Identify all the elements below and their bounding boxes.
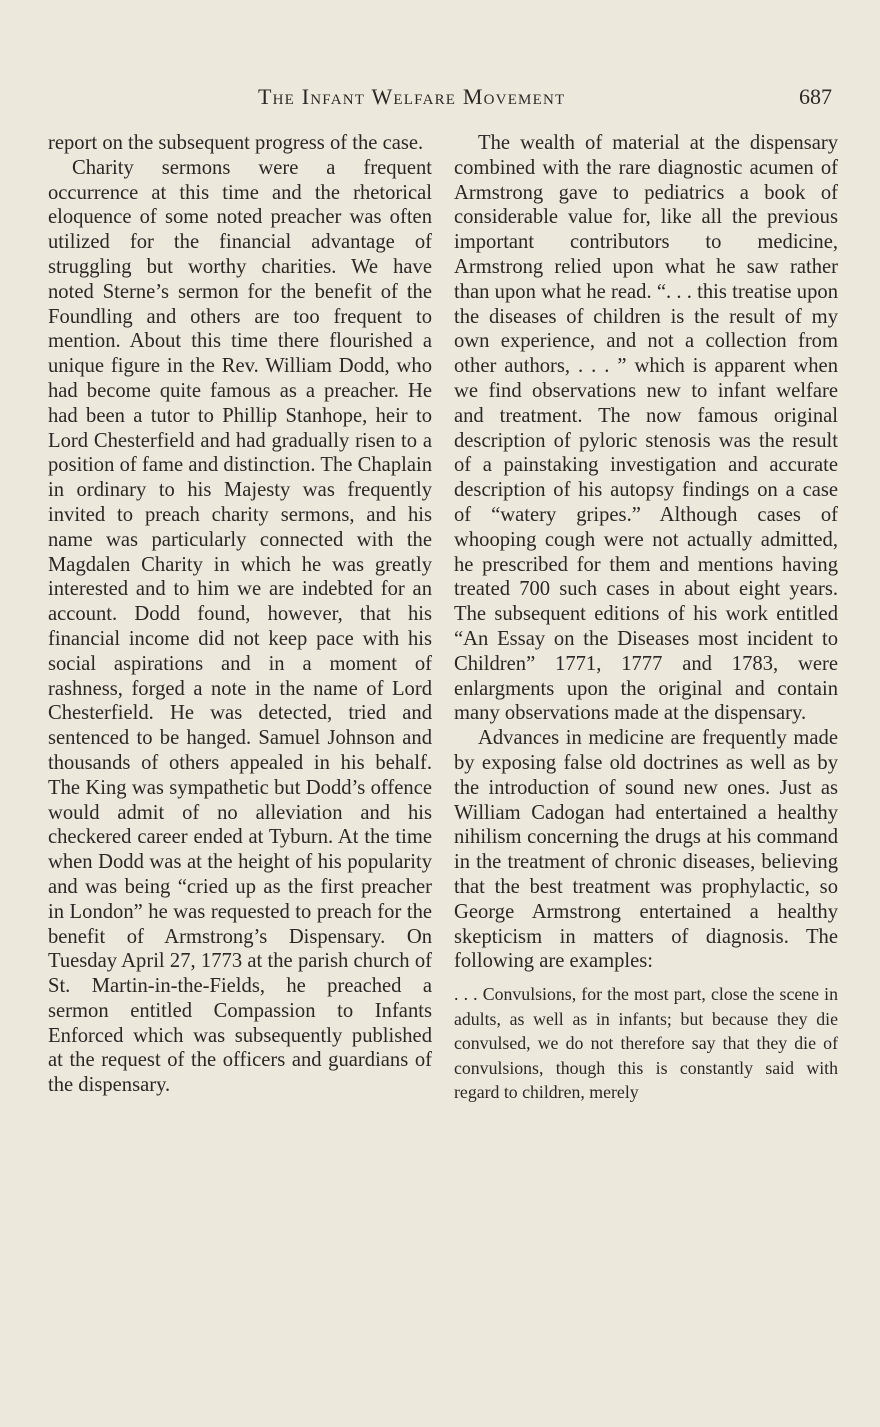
paragraph-advances-in-medicine: Advances in medicine are frequently made by exposing false old doctrines as well as by the introduction of sound new ones. Just as William Cadogan had entertained a healthy nihilism concerning the drugs at his command in the treatment of chronic diseases, believing that the best treatment was prophylactic, so George Armstrong entertained a healthy skepticism in matters of diagnosis. The following are examples: [454, 727, 838, 973]
paragraph-dispensary-material: The wealth of material at the dispensary combined with the rare diagnostic acumen of Armstrong gave to pediatrics a book of considerable value for, like all the previous important contributors to medicine, Armstrong relied upon what he saw rather than upon what he read. “. . . this treatise upon the diseases of children is the result of my own experience, and not a collection from other authors, . . . ” which is apparent when we find observations new to infant welfare and treatment. The now famous original description of pyloric stenosis was the result of a painstaking investigation and accurate description of his autopsy findings on a case of “watery gripes.” Although cases of whooping cough were not actually admitted, he prescribed for them and mentions having treated 700 such cases in about eight years. The subsequent editions of his work entitled “An Essay on the Diseases most incident to Children” 1771, 1777 and 1783, were enlargments upon the original and contain many observations made at the dispensary. [454, 132, 838, 725]
page-number: 687 [799, 84, 832, 109]
running-head [0, 84, 880, 114]
paragraph-continuation: report on the subsequent progress of the case. [48, 132, 424, 154]
left-column [48, 131, 432, 1098]
right-column [454, 131, 838, 1105]
running-title: The Infant Welfare Movement [258, 84, 566, 109]
block-quote-convulsions: . . . Convulsions, for the most part, close the scene in adults, as well as in infants; but because they die convulsed, we do not therefore say that they die of convulsions, though this is constantly said with regard to children, merely [454, 984, 838, 1103]
paragraph-charity-sermons: Charity sermons were a frequent occurrence at this time and the rhetorical eloquence of some noted preacher was often utilized for the financial advantage of struggling but worthy charities. We have noted Sterne’s sermon for the benefit of the Foundling and others are too frequent to mention. About this time there flourished a unique figure in the Rev. William Dodd, who had become quite famous as a preacher. He had been a tutor to Phillip Stanhope, heir to Lord Chesterfield and had gradually risen to a position of fame and distinction. The Chaplain in ordinary to his Majesty was frequently invited to preach charity sermons, and his name was particularly connected with the Magdalen Charity in which he was greatly interested and to him we are indebted for an account. Dodd found, however, that his financial income did not keep pace with his social aspirations and in a moment of rashness, forged a note in the name of Lord Chesterfield. He was detected, tried and sentenced to be hanged. Samuel Johnson and thousands of others appealed in his behalf. The King was sympathetic but Dodd’s offence would admit of no alleviation and his checkered career ended at Tyburn. At the time when Dodd was at the height of his popularity and was being “cried up as the first preacher in London” he was requested to preach for the benefit of Armstrong’s Dispensary. On Tuesday April 27, 1773 at the parish church of St. Martin-in-the-Fields, he preached a sermon entitled Compassion to Infants Enforced which was subsequently published at the request of the officers and guardians of the dispensary. [48, 156, 432, 1097]
